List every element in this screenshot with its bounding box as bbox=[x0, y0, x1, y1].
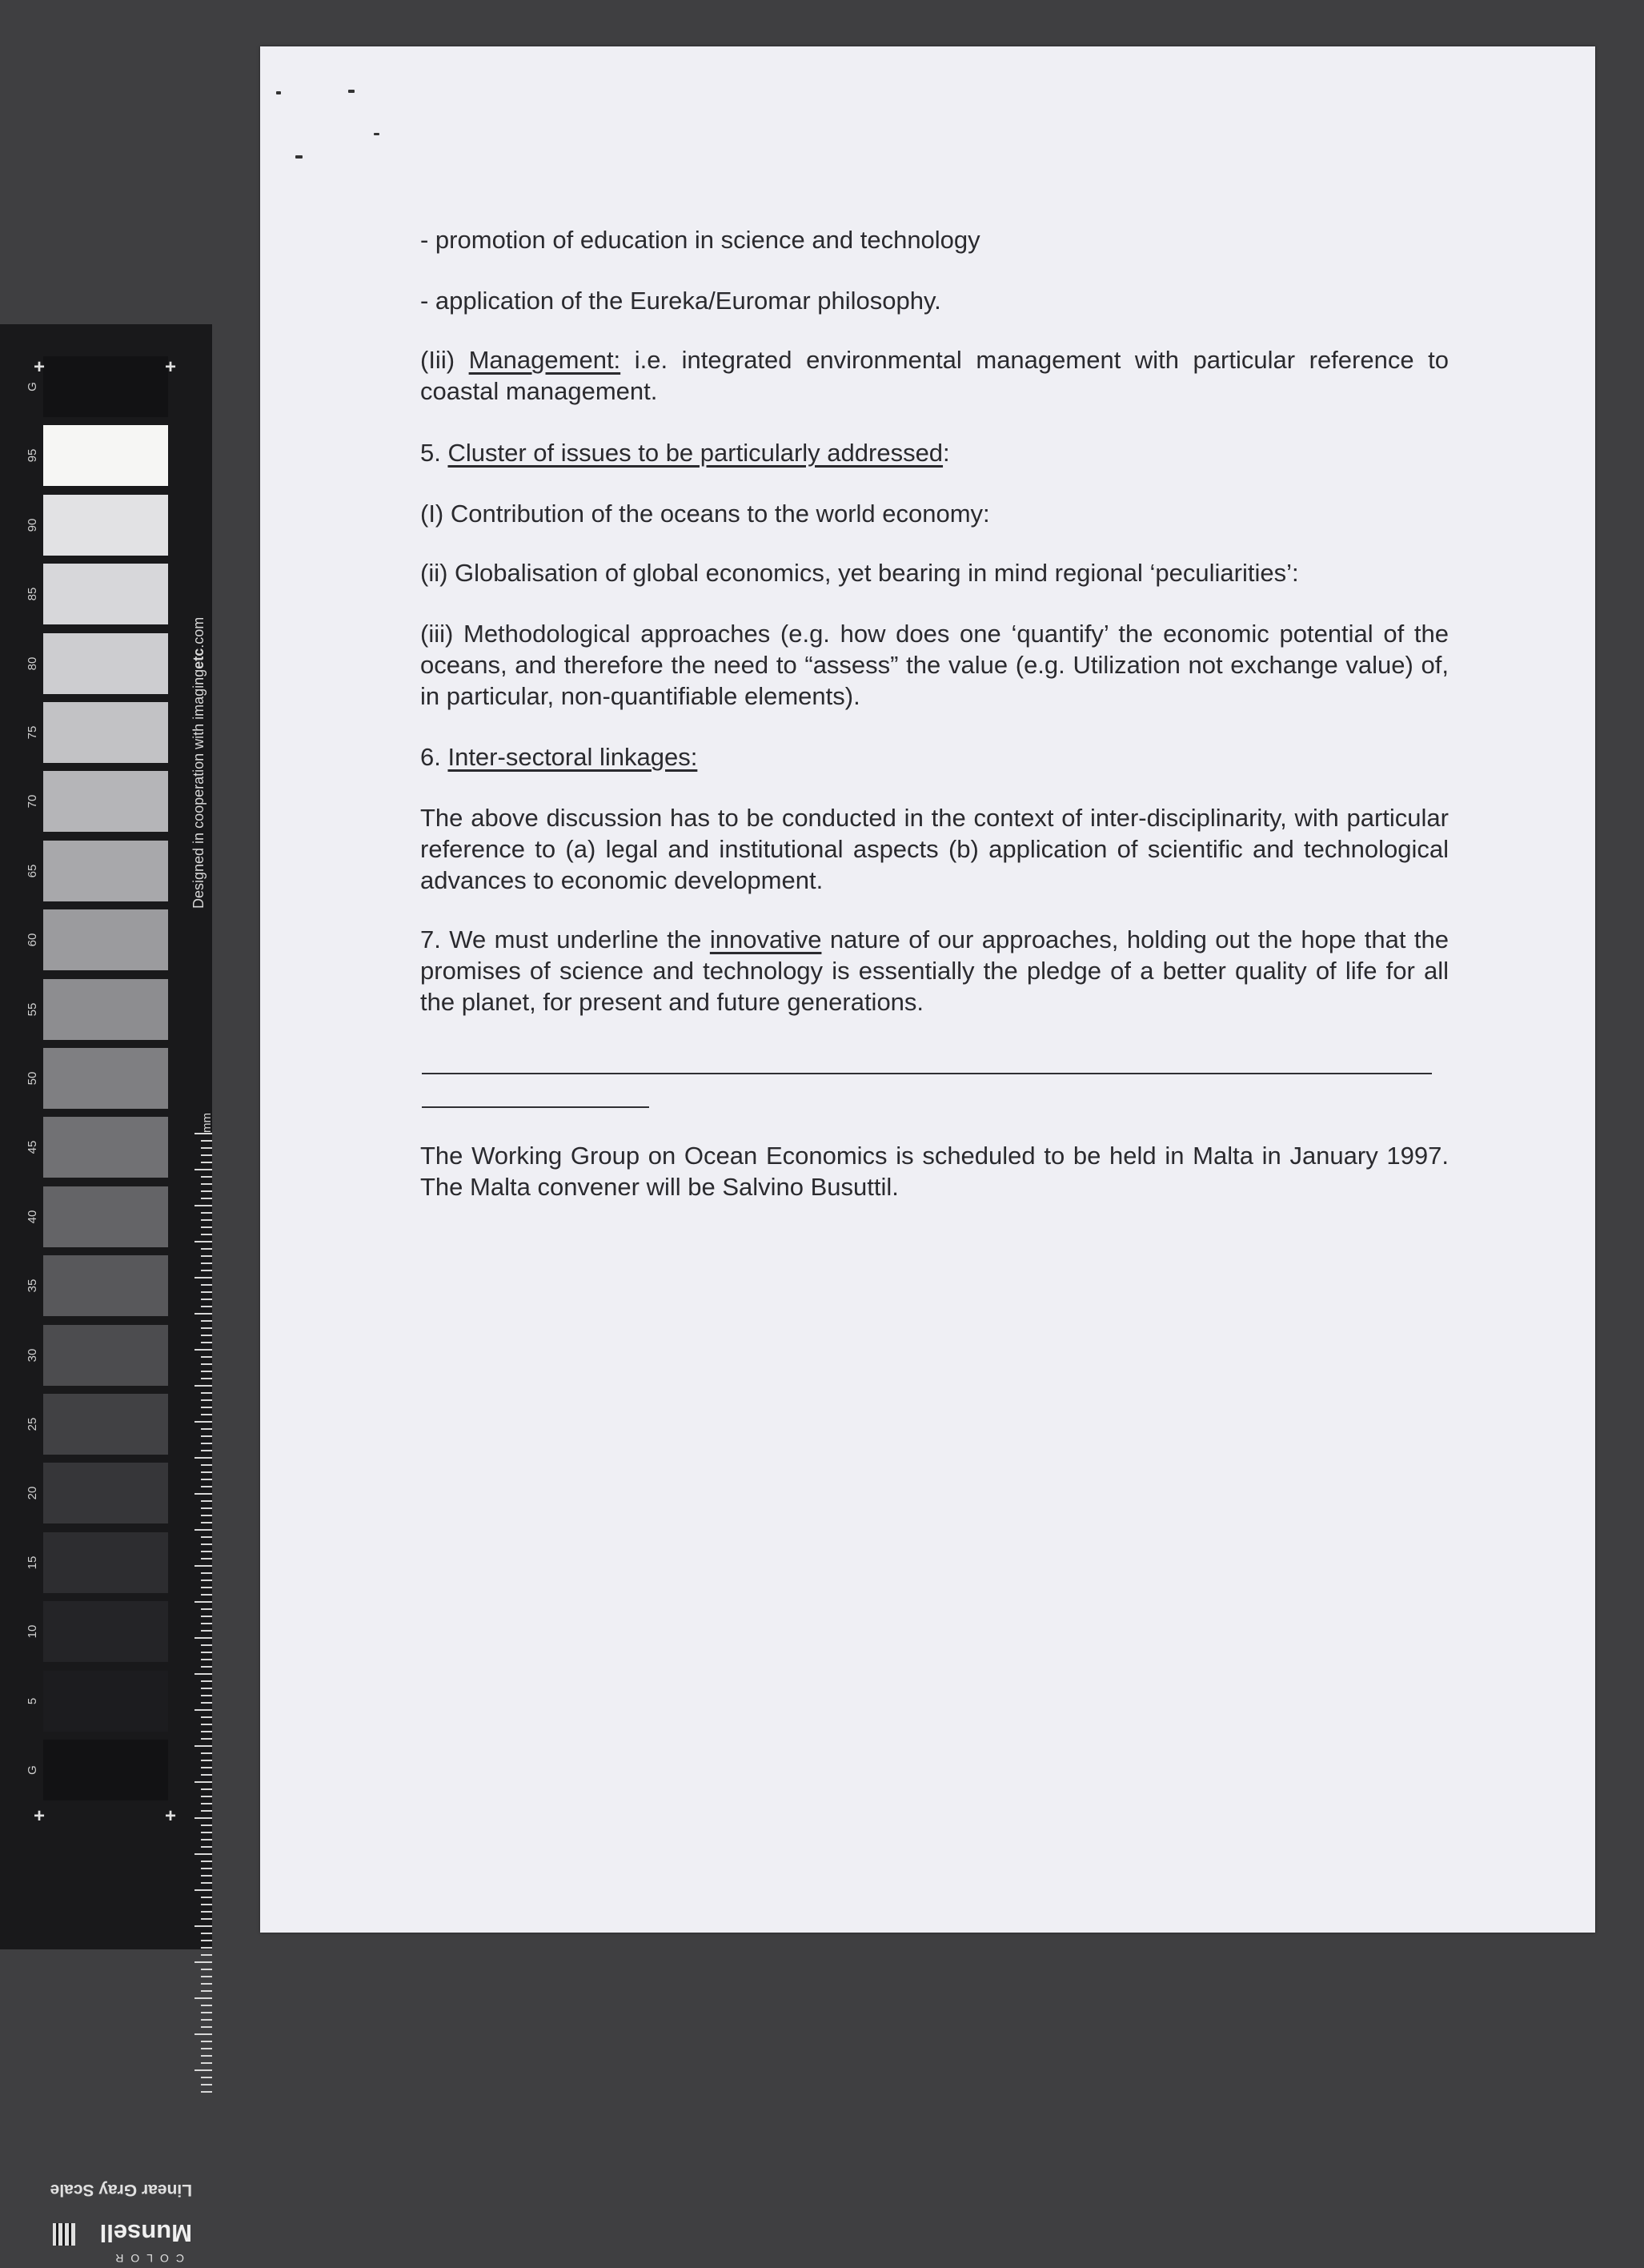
gray-patch-label: G bbox=[26, 1765, 39, 1775]
gray-patch bbox=[43, 1186, 168, 1247]
gray-patch-label: 20 bbox=[26, 1487, 39, 1500]
item-globalisation: (ii) Globalisation of global economics, yet bearing in mind regional ‘peculiarities’: bbox=[420, 559, 1299, 587]
registration-mark: + bbox=[34, 356, 46, 378]
item-methodological: (iii) Methodological approaches (e.g. how does one ‘quantify’ the economic potential of the oceans, and therefore the need to “assess” the value (e.g. Utilization not exchange value) of, in particular, non-quantifiable elements). bbox=[420, 620, 1449, 710]
bullet-eureka: - application of the Eureka/Euromar philosophy. bbox=[420, 287, 941, 315]
gray-patch bbox=[43, 1532, 168, 1593]
item-management: (Iii) Management: i.e. integrated environmental management with particular reference to coastal management. bbox=[420, 346, 1449, 405]
gray-patch-label: 10 bbox=[26, 1624, 39, 1639]
section-6-heading: 6. Inter-sectoral linkages: bbox=[420, 743, 698, 771]
paper-speck bbox=[348, 90, 355, 93]
footnote-separator bbox=[422, 1106, 649, 1108]
gray-patch bbox=[43, 771, 168, 832]
registration-mark: + bbox=[34, 1805, 46, 1827]
gray-patch-label: 70 bbox=[26, 795, 39, 809]
brand-subtitle: COLOR bbox=[108, 2252, 184, 2265]
paper-speck bbox=[374, 133, 379, 135]
munsell-logo bbox=[48, 2212, 192, 2268]
gray-patch bbox=[43, 1394, 168, 1455]
cooperation-credit: Designed in cooperation with imagingetc.com bbox=[190, 616, 207, 909]
paragraph-discussion: The above discussion has to be conducted in the context of inter-disciplinarity, with particular reference to (a) legal and institutional aspects (b) application of scientific and technological advances to economic development. bbox=[420, 804, 1449, 894]
gray-patch bbox=[43, 1117, 168, 1178]
gray-patch-label: G bbox=[26, 382, 39, 391]
gray-patch bbox=[43, 1463, 168, 1523]
gray-patch bbox=[43, 633, 168, 694]
gray-patch-label: 15 bbox=[26, 1555, 39, 1570]
gray-patch bbox=[43, 702, 168, 763]
gray-patch bbox=[43, 564, 168, 624]
section-5-heading: 5. Cluster of issues to be particularly addressed: bbox=[420, 439, 950, 467]
gray-patch bbox=[43, 1325, 168, 1386]
gray-patch bbox=[43, 909, 168, 970]
mm-ruler bbox=[191, 1133, 212, 2093]
gray-patch bbox=[43, 356, 168, 417]
gray-scale-label: Linear Gray Scale bbox=[50, 2181, 192, 2199]
gray-patch-label: 45 bbox=[26, 1141, 39, 1154]
gray-patch-label: 85 bbox=[26, 587, 39, 601]
gray-patch-label: 40 bbox=[26, 1210, 39, 1224]
paper-speck bbox=[295, 155, 303, 159]
bullet-education: - promotion of education in science and technology bbox=[420, 226, 980, 254]
gray-patch bbox=[43, 1048, 168, 1109]
ruler-unit: mm bbox=[200, 1113, 214, 1133]
gray-patch bbox=[43, 1601, 168, 1662]
separator-line bbox=[422, 1073, 1432, 1074]
paragraph-innovative: 7. We must underline the innovative nature of our approaches, holding out the hope that the promises of science and technology is essentially the pledge of a better quality of life for all the planet, for present and future generations. bbox=[420, 925, 1449, 1016]
gray-patch-label: 50 bbox=[26, 1071, 39, 1086]
registration-mark: + bbox=[165, 356, 177, 378]
registration-mark: + bbox=[165, 1805, 177, 1827]
gray-patch bbox=[43, 1255, 168, 1316]
gray-patch bbox=[43, 1671, 168, 1732]
item-contribution: (I) Contribution of the oceans to the world economy: bbox=[420, 500, 990, 528]
gray-patch-label: 30 bbox=[26, 1348, 39, 1362]
munsell-grid-icon bbox=[53, 2223, 75, 2246]
gray-patch-label: 55 bbox=[26, 1002, 39, 1016]
gray-patch-label: 75 bbox=[26, 725, 39, 740]
paper-speck bbox=[276, 91, 281, 94]
gray-patch bbox=[43, 841, 168, 901]
gray-patch-label: 90 bbox=[26, 518, 39, 532]
gray-patch-label: 95 bbox=[26, 449, 39, 463]
gray-patch-label: 25 bbox=[26, 1417, 39, 1431]
gray-patch bbox=[43, 1740, 168, 1800]
gray-patch bbox=[43, 495, 168, 556]
footnote: The Working Group on Ocean Economics is scheduled to be held in Malta in January 1997. The Malta convener will be Salvino Busuttil. bbox=[420, 1142, 1449, 1201]
gray-patch bbox=[43, 425, 168, 486]
gray-patch-label: 80 bbox=[26, 656, 39, 670]
gray-patch-label: 65 bbox=[26, 864, 39, 878]
gray-patch bbox=[43, 979, 168, 1040]
gray-patch-label: 35 bbox=[26, 1279, 39, 1293]
gray-scale-card bbox=[0, 324, 214, 2265]
gray-patch-label: 5 bbox=[26, 1697, 39, 1704]
gray-patch-label: 60 bbox=[26, 933, 39, 947]
brand-name: Munsell bbox=[99, 2219, 192, 2247]
document-page bbox=[260, 46, 1595, 1933]
